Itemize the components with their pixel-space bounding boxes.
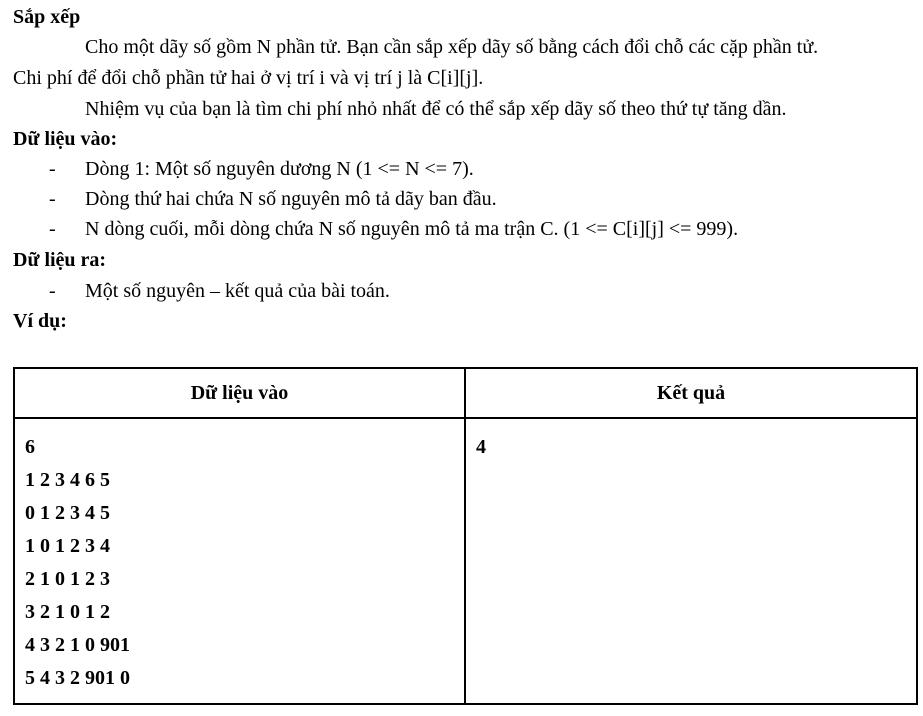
input-line: 5 4 3 2 901 0	[25, 667, 130, 689]
paragraph-line: Cho một dãy số gồm N phần tử. Bạn cần sắp xếp dãy số bằng cách đổi chỗ các cặp phần tử.	[85, 36, 819, 58]
problem-title: Sắp xếp	[13, 6, 81, 28]
input-line: 2 1 0 1 2 3	[25, 568, 110, 590]
input-line: 4 3 2 1 0 901	[25, 634, 130, 656]
output-line: 4	[476, 436, 486, 458]
column-header-input: Dữ liệu vào	[14, 368, 465, 418]
input-line: 1 0 1 2 3 4	[25, 535, 110, 557]
bullet-text: N dòng cuối, mỗi dòng chứa N số nguyên mô tả ma trận C. (1 <= C[i][j] <= 999).	[85, 218, 739, 240]
input-line: 0 1 2 3 4 5	[25, 502, 110, 524]
input-line: 1 2 3 4 6 5	[25, 469, 110, 491]
bullet-text: Dòng thứ hai chứa N số nguyên mô tả dãy ban đầu.	[85, 188, 497, 210]
paragraph-line: Chi phí để đổi chỗ phần tử hai ở vị trí i và vị trí j là C[i][j].	[13, 67, 484, 89]
bullet-dash: -	[49, 218, 56, 240]
bullet-text: Dòng 1: Một số nguyên dương N (1 <= N <= 7).	[85, 158, 474, 180]
bullet-dash: -	[49, 188, 56, 210]
example-heading: Ví dụ:	[13, 310, 67, 332]
column-header-output: Kết quả	[465, 368, 917, 418]
paragraph-line: Nhiệm vụ của bạn là tìm chi phí nhỏ nhất để có thể sắp xếp dãy số theo thứ tự tăng dần.	[85, 98, 787, 120]
input-cell	[14, 418, 465, 704]
bullet-dash: -	[49, 158, 56, 180]
bullet-dash: -	[49, 280, 56, 302]
example-table	[13, 367, 918, 705]
bullet-text: Một số nguyên – kết quả của bài toán.	[85, 280, 390, 302]
table-row	[14, 418, 917, 704]
output-cell	[465, 418, 917, 704]
input-line: 3 2 1 0 1 2	[25, 601, 110, 623]
input-heading: Dữ liệu vào:	[13, 128, 118, 150]
input-line: 6	[25, 436, 35, 458]
table-header-row	[14, 368, 917, 418]
output-heading: Dữ liệu ra:	[13, 249, 107, 271]
